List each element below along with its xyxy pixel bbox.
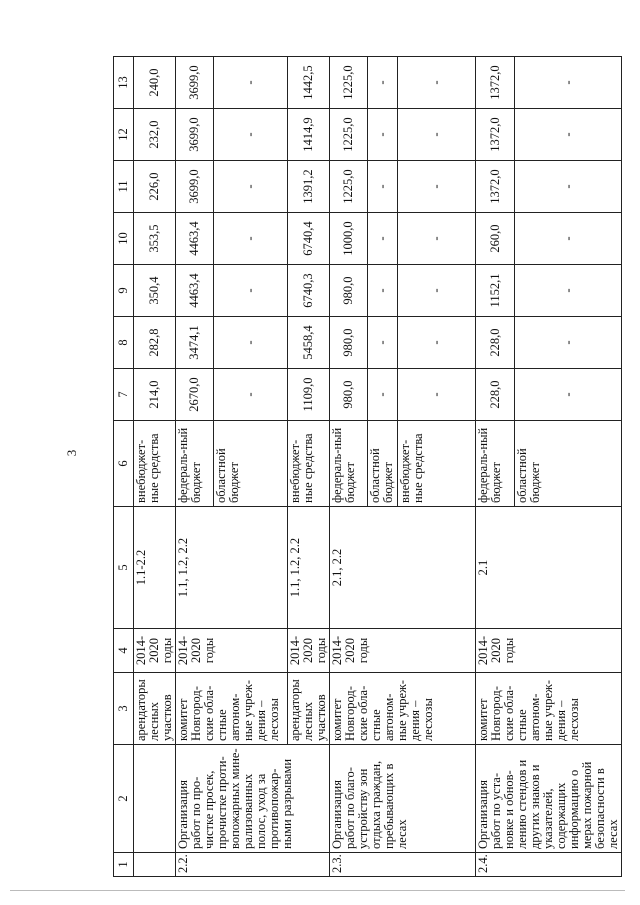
- value-cell: 240,0: [134, 57, 176, 109]
- value-cell: 2670,0: [176, 369, 214, 421]
- target-codes: 1.1, 1.2, 2.2: [288, 507, 330, 629]
- value-cell: 214,0: [134, 369, 176, 421]
- header-cell: 3: [114, 673, 134, 745]
- value-cell: -: [368, 161, 398, 213]
- value-cell: -: [515, 369, 622, 421]
- target-codes: 2.1, 2.2: [330, 507, 476, 629]
- value-cell: -: [398, 57, 476, 109]
- value-cell: 980,0: [330, 369, 368, 421]
- value-cell: -: [515, 317, 622, 369]
- value-cell: 3699,0: [176, 161, 214, 213]
- header-cell: 7: [114, 369, 134, 421]
- value-cell: -: [368, 213, 398, 265]
- funding-source: внебюджет-ные средства: [134, 421, 176, 507]
- target-codes: 1.1, 1.2, 2.2: [176, 507, 288, 629]
- row-number: 2.3.: [330, 853, 476, 877]
- value-cell: -: [214, 213, 288, 265]
- row-number: 2.2.: [176, 853, 330, 877]
- value-cell: -: [368, 317, 398, 369]
- value-cell: 232,0: [134, 109, 176, 161]
- value-cell: -: [515, 265, 622, 317]
- header-row: [114, 57, 134, 877]
- value-cell: 6740,3: [288, 265, 330, 317]
- funding-source: внебюджет-ные средства: [288, 421, 330, 507]
- value-cell: -: [398, 213, 476, 265]
- value-cell: 4463,4: [176, 213, 214, 265]
- value-cell: 3699,0: [176, 57, 214, 109]
- funding-source: областной бюджет: [214, 421, 288, 507]
- value-cell: 1391,2: [288, 161, 330, 213]
- value-cell: 1372,0: [476, 57, 515, 109]
- scan-edge-line: [10, 890, 625, 891]
- value-cell: 353,5: [134, 213, 176, 265]
- value-cell: 1225,0: [330, 57, 368, 109]
- header-cell: 5: [114, 507, 134, 629]
- rotated-table-container: [113, 57, 618, 877]
- value-cell: -: [398, 265, 476, 317]
- value-cell: 1372,0: [476, 109, 515, 161]
- value-cell: 226,0: [134, 161, 176, 213]
- header-cell: 1: [114, 853, 134, 877]
- value-cell: 1414,9: [288, 109, 330, 161]
- value-cell: 228,0: [476, 317, 515, 369]
- header-cell: 9: [114, 265, 134, 317]
- executor: комитет Новгород-ские обла-стные автоном-ные учреж-дения – лесхозы: [330, 673, 476, 745]
- value-cell: -: [515, 109, 622, 161]
- funding-source: областной бюджет: [368, 421, 398, 507]
- value-cell: -: [368, 369, 398, 421]
- header-cell: 8: [114, 317, 134, 369]
- measure-name: Организация работ по благо-устройству зон отдыха граждан, пребывающих в лесах: [330, 745, 476, 853]
- value-cell: 1372,0: [476, 161, 515, 213]
- header-cell: 10: [114, 213, 134, 265]
- value-cell: 350,4: [134, 265, 176, 317]
- table-row: [476, 57, 515, 877]
- header-cell: 13: [114, 57, 134, 109]
- value-cell: 980,0: [330, 265, 368, 317]
- value-cell: 1225,0: [330, 161, 368, 213]
- value-cell: 282,8: [134, 317, 176, 369]
- value-cell: 1442,5: [288, 57, 330, 109]
- value-cell: 1109,0: [288, 369, 330, 421]
- period: 2014-2020 годы: [176, 629, 288, 673]
- value-cell: 1152,1: [476, 265, 515, 317]
- program-table: [113, 56, 622, 877]
- header-cell: 6: [114, 421, 134, 507]
- value-cell: -: [398, 317, 476, 369]
- period: 2014-2020 годы: [134, 629, 176, 673]
- value-cell: -: [398, 109, 476, 161]
- value-cell: -: [368, 57, 398, 109]
- header-cell: 12: [114, 109, 134, 161]
- funding-source: федераль-ный бюджет: [330, 421, 368, 507]
- table-row: [134, 57, 176, 877]
- table-row: [330, 57, 368, 877]
- value-cell: -: [214, 57, 288, 109]
- value-cell: -: [368, 109, 398, 161]
- value-cell: 6740,4: [288, 213, 330, 265]
- executor: арендаторы лесных участков: [288, 673, 330, 745]
- row-number: 2.4.: [476, 853, 622, 877]
- target-codes: 1.1-2.2: [134, 507, 176, 629]
- row-number: [134, 853, 176, 877]
- value-cell: -: [398, 369, 476, 421]
- table-row: [176, 57, 214, 877]
- value-cell: 3699,0: [176, 109, 214, 161]
- funding-source: федераль-ный бюджет: [176, 421, 214, 507]
- executor: комитет Новгород-ские обла-стные автоном-ные учреж-дения – лесхозы: [476, 673, 622, 745]
- value-cell: -: [368, 265, 398, 317]
- measure-name: Организация работ по про-чистке просек, прочистке проти-вопожарных мине-рализованных полос, уход за противопожар-ными разрывами: [176, 745, 330, 853]
- value-cell: -: [398, 161, 476, 213]
- funding-source: федераль-ный бюджет: [476, 421, 515, 507]
- value-cell: -: [214, 317, 288, 369]
- value-cell: 1225,0: [330, 109, 368, 161]
- header-cell: 2: [114, 745, 134, 853]
- value-cell: -: [214, 161, 288, 213]
- value-cell: 5458,4: [288, 317, 330, 369]
- value-cell: 1000,0: [330, 213, 368, 265]
- value-cell: 980,0: [330, 317, 368, 369]
- value-cell: 3474,1: [176, 317, 214, 369]
- value-cell: -: [214, 109, 288, 161]
- page-number: 3: [64, 449, 79, 457]
- period: 2014-2020 годы: [288, 629, 330, 673]
- header-cell: 11: [114, 161, 134, 213]
- value-cell: -: [515, 213, 622, 265]
- executor: комитет Новгород-ские обла-стные автоном-ные учреж-дения – лесхозы: [176, 673, 288, 745]
- funding-source: областной бюджет: [515, 421, 622, 507]
- value-cell: -: [214, 369, 288, 421]
- period: 2014-2020 годы: [330, 629, 476, 673]
- target-codes: 2.1: [476, 507, 622, 629]
- header-cell: 4: [114, 629, 134, 673]
- executor: арендаторы лесных участков: [134, 673, 176, 745]
- value-cell: -: [214, 265, 288, 317]
- measure-name: [134, 745, 176, 853]
- value-cell: 260,0: [476, 213, 515, 265]
- value-cell: -: [515, 57, 622, 109]
- value-cell: 228,0: [476, 369, 515, 421]
- value-cell: 4463,4: [176, 265, 214, 317]
- measure-name: Организация работ по уста-новке и обнов-лению стендов и других знаков и указателей, содержащих информацию о мерах пожарной безопасности в лесах: [476, 745, 622, 853]
- funding-source: внебюджет-ные средства: [398, 421, 476, 507]
- value-cell: -: [515, 161, 622, 213]
- period: 2014-2020 годы: [476, 629, 622, 673]
